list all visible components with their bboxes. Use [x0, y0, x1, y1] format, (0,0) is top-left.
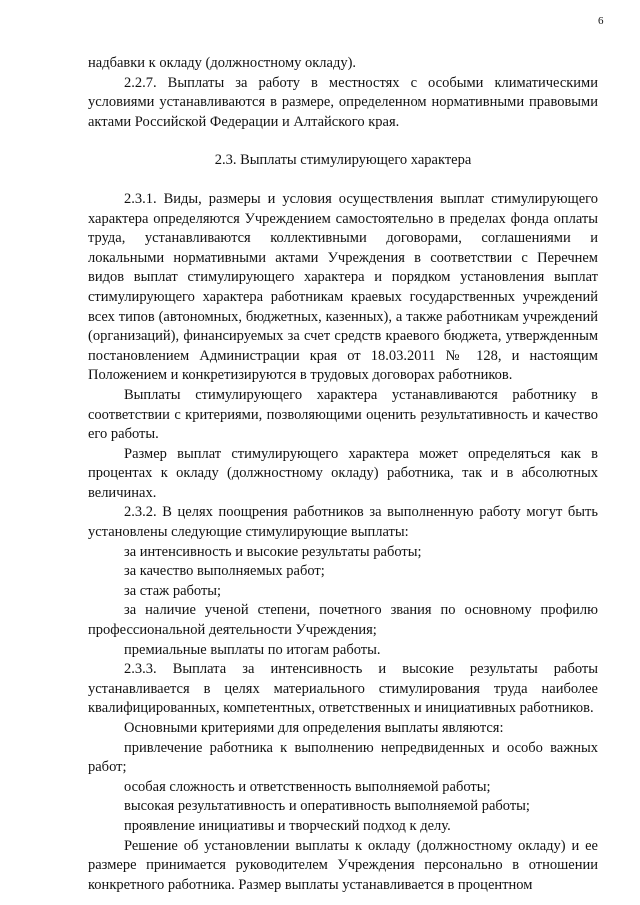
list-item: за стаж работы; [124, 582, 222, 599]
paragraph-2-3-3: 2.3.3. Выплата за интенсивность и высокие результаты работы устанавливается в целях материального стимулирования труда наиболее квалифицированных, компетентных, ответственных и инициативных работников. [88, 661, 598, 717]
list-item: премиальные выплаты по итогам работы. [124, 641, 381, 658]
paragraph-size: Размер выплат стимулирующего характера может определяться как в процентах к окладу (должностному окладу) работника, так и в абсолютных величинах. [88, 445, 598, 501]
paragraph-2-3-2: 2.3.2. В целях поощрения работников за выполненную работу могут быть установлены следующие стимулирующие выплаты: [88, 504, 598, 541]
list-item: за качество выполняемых работ; [124, 563, 325, 580]
criteria-item: привлечение работника к выполнению непредвиденных и особо важных работ; [88, 739, 598, 776]
section-heading: 2.3. Выплаты стимулирующего характера [214, 152, 472, 169]
paragraph-2-2-7: 2.2.7. Выплаты за работу в местностях с особыми климатическими условиями устанавливаются в размере, определенном нормативными правовыми актами Российской Федерации и Алтайского края. [88, 74, 598, 130]
document-body [88, 54, 598, 895]
criteria-item: проявление инициативы и творческий подход к делу. [124, 817, 451, 834]
list-item: за наличие ученой степени, почетного звания по основному профилю профессиональной деятельности Учреждения; [88, 602, 598, 639]
page-number: 6 [598, 15, 604, 27]
paragraph-decision: Решение об установлении выплаты к окладу (должностному окладу) и ее размере принимается руководителем Учреждения персонально в отношении конкретного работника. Размер выплаты устанавливается в процентном [88, 837, 598, 893]
paragraph-2-3-1: 2.3.1. Виды, размеры и условия осуществления выплат стимулирующего характера определяются Учреждением самостоятельно в пределах фонда оплаты труда, устанавливаются коллективными договорами, соглашениями и локальными нормативными актами Учреждения в соответствии с Перечнем видов выплат стимулирующего характера и порядком установления выплат стимулирующего характера работникам краевых государственных учреждений всех типов (автономных, бюджетных, казенных), а также работникам учреждений (организаций), финансируемых за счет средств краевого бюджета, утвержденным постановлением Администрации края от 18.03.2011 № 128, и настоящим Положением и конкретизируются в трудовых договорах работников. [88, 190, 598, 384]
paragraph-criteria: Выплаты стимулирующего характера устанавливаются работнику в соответствии с критериями, позволяющими оценить результативность и качество его работы. [88, 386, 598, 443]
criteria-item: особая сложность и ответственность выполняемой работы; [124, 778, 491, 795]
criteria-item: высокая результативность и оперативность выполняемой работы; [124, 798, 530, 815]
list-item: за интенсивность и высокие результаты работы; [124, 543, 422, 560]
paragraph-continuation: надбавки к окладу (должностному окладу). [88, 55, 357, 71]
paragraph-main-criteria: Основными критериями для определения выплаты являются: [124, 720, 504, 736]
